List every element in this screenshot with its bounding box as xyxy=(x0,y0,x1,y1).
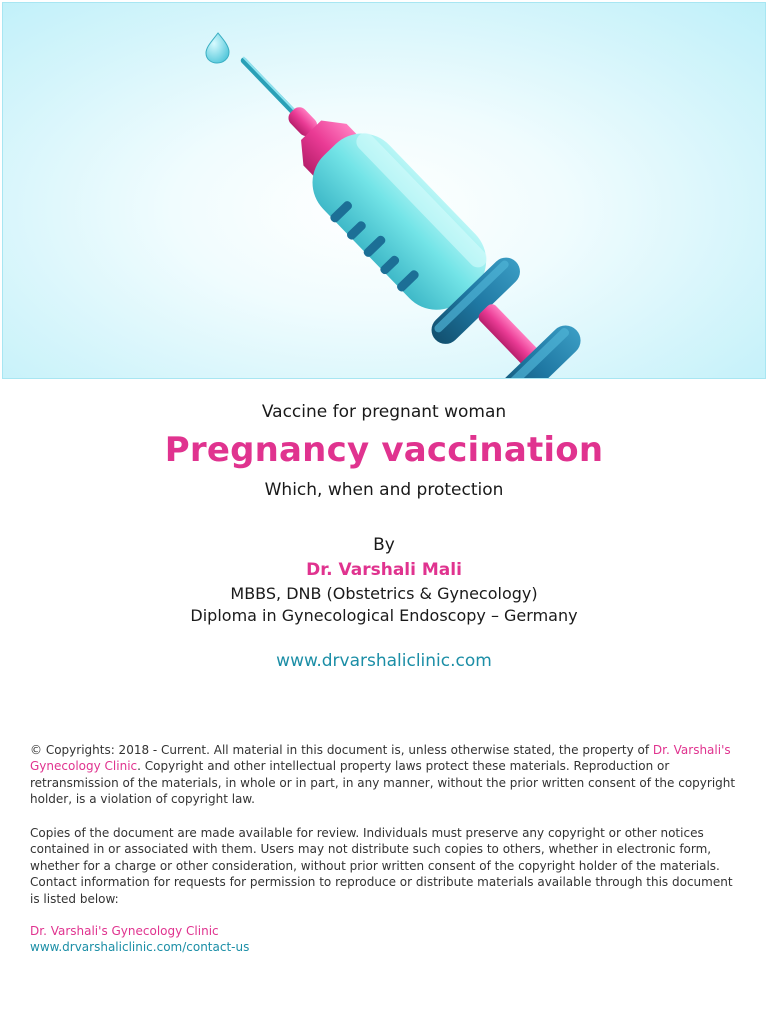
usage-text: Copies of the document are made available for review. Individuals must preserve any copyright or other notices contained in or associated with them. Users may not distribute such copies to others, whether in electronic form, whether for a charge or other consideration, without prior written consent of the copyright holder of the materials. Contact information for requests for permission to reproduce or distribute materials available through this document is listed below: xyxy=(30,826,733,906)
cover-tagline: Which, when and protection xyxy=(264,480,504,500)
copyright-paragraph xyxy=(30,742,738,808)
clinic-link[interactable]: Dr. Varshali's Gynecology Clinic xyxy=(30,743,731,774)
by-label: By xyxy=(373,535,395,555)
author-credential-1: MBBS, DNB (Obstetrics & Gynecology) xyxy=(230,584,538,603)
copyright-text-a: © Copyrights: 2018 - Current. All material in this document is, unless otherwise stated, the property of xyxy=(30,743,653,757)
website-link[interactable]: www.drvarshaliclinic.com xyxy=(276,651,492,671)
contact-clinic-name[interactable]: Dr. Varshali's Gynecology Clinic xyxy=(30,924,219,938)
page-title: Pregnancy vaccination xyxy=(164,430,604,470)
copyright-text-b: . Copyright and other intellectual property laws protect these materials. Reproduction or retransmission of the materials, in whole or in part, in any manner, without the prior written consent of the copyright holder, is a violation of copyright law. xyxy=(30,759,736,807)
author-name: Dr. Varshali Mali xyxy=(306,560,462,580)
contact-url-link[interactable]: www.drvarshaliclinic.com/contact-us xyxy=(30,940,250,955)
author-credential-2: Diploma in Gynecological Endoscopy – Germany xyxy=(190,606,578,625)
syringe-icon xyxy=(3,3,766,379)
usage-paragraph xyxy=(30,825,738,907)
drop-shape xyxy=(206,33,229,63)
contact-block xyxy=(30,923,738,956)
hero-image xyxy=(2,2,766,379)
cover-subtitle: Vaccine for pregnant woman xyxy=(261,402,507,422)
